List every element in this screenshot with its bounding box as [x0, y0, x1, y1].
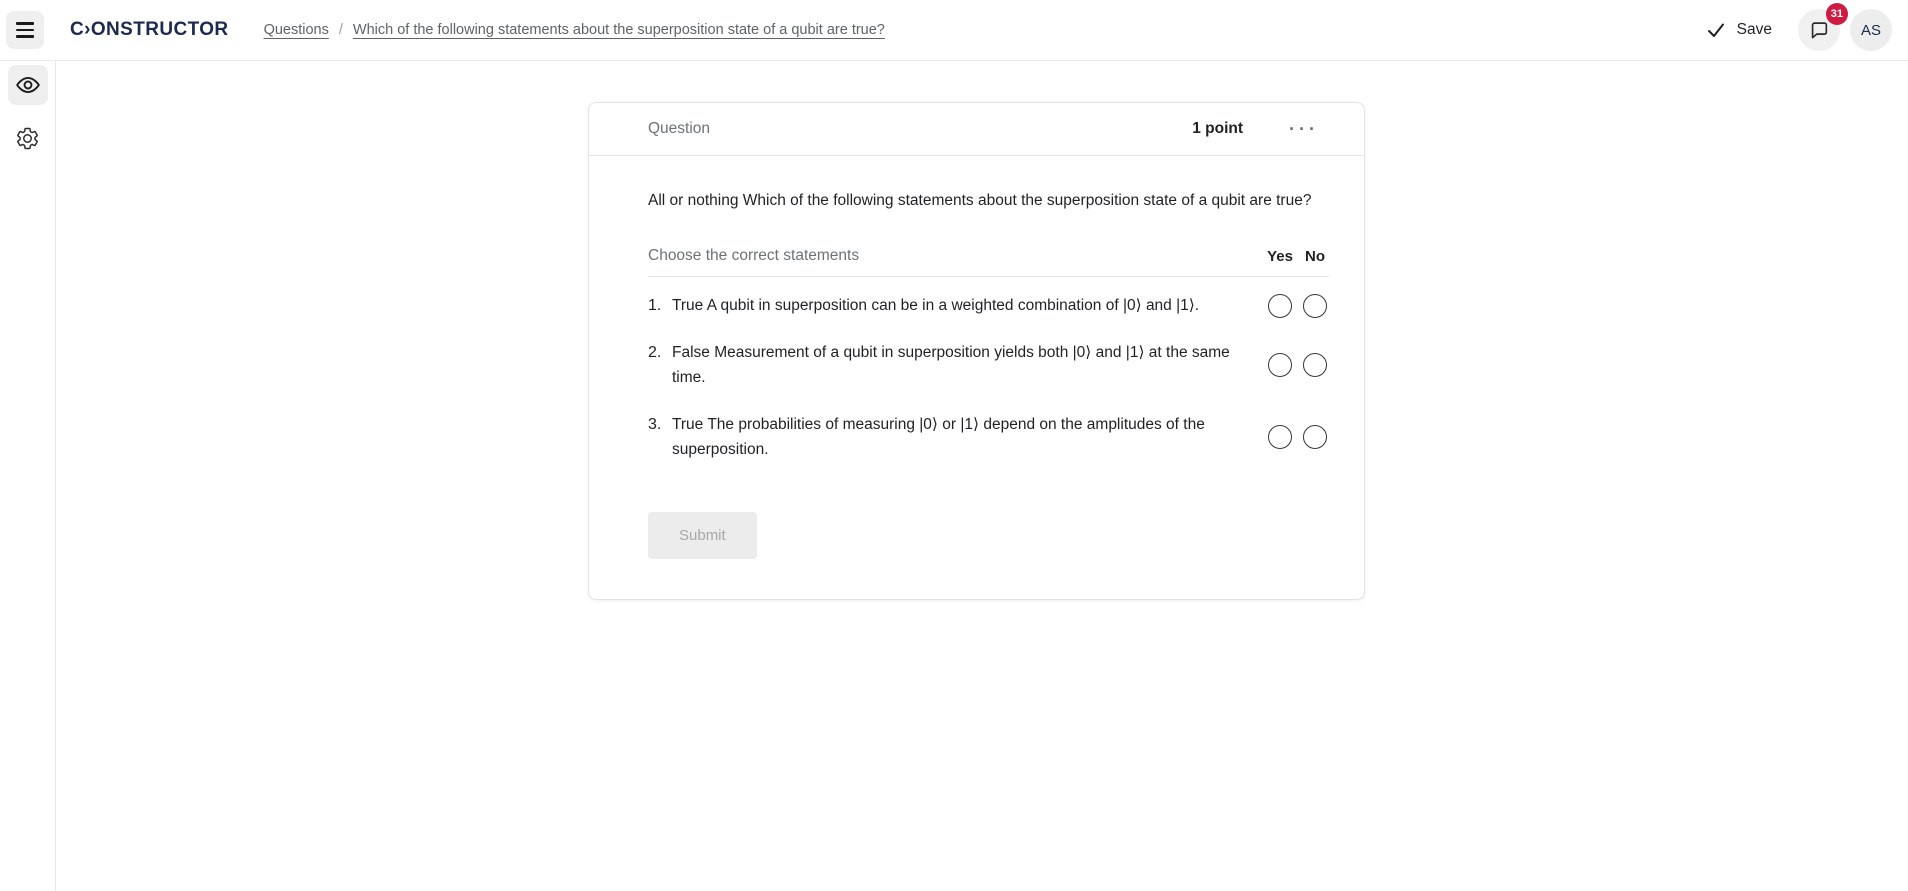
card-header: [589, 103, 1364, 156]
breadcrumb: [264, 22, 885, 38]
eye-icon: [15, 72, 41, 98]
yes-column-header: Yes: [1267, 247, 1293, 265]
card-title: Question: [648, 120, 711, 137]
question-text: All or nothing Which of the following statements about the superposition state of a qubit are true?: [648, 192, 1312, 209]
save-label: Save: [1736, 21, 1772, 38]
statement-row-3: [648, 412, 1329, 462]
preview-button[interactable]: [8, 65, 48, 105]
topbar: [0, 0, 1908, 61]
menu-button[interactable]: [6, 11, 44, 49]
choose-header-row: [648, 247, 1329, 277]
submit-button[interactable]: Submit: [648, 512, 757, 559]
statement-row-2: [648, 340, 1329, 390]
more-options-icon[interactable]: ···: [1289, 119, 1319, 139]
statement-1-no-radio[interactable]: [1303, 294, 1327, 318]
points-label: 1 point: [1192, 120, 1244, 137]
statement-1-yes-radio[interactable]: [1268, 294, 1292, 318]
breadcrumb-separator: /: [338, 22, 343, 38]
card-body: [589, 156, 1364, 599]
checkmark-icon: [1706, 20, 1726, 40]
statement-text: True The probabilities of measuring |0⟩ or |1⟩ depend on the amplitudes of the superposition.: [672, 416, 1205, 458]
chat-icon: [1808, 19, 1830, 41]
statement-number: 3.: [648, 416, 662, 433]
hamburger-icon: [16, 22, 34, 37]
question-card: [588, 102, 1365, 600]
statement-number: 1.: [648, 297, 662, 314]
settings-button[interactable]: [8, 118, 48, 158]
statement-3-no-radio[interactable]: [1303, 425, 1327, 449]
avatar[interactable]: AS: [1850, 9, 1892, 51]
statement-3-yes-radio[interactable]: [1268, 425, 1292, 449]
statement-text: True A qubit in superposition can be in a weighted combination of |0⟩ and |1⟩.: [672, 297, 1200, 314]
no-column-header: No: [1305, 247, 1325, 265]
notification-badge: 31: [1826, 3, 1848, 25]
breadcrumb-link-current[interactable]: Which of the following statements about the superposition state of a qubit are true?: [352, 22, 885, 38]
choose-label: Choose the correct statements: [648, 247, 860, 264]
statement-row-1: [648, 293, 1329, 318]
breadcrumb-link-questions[interactable]: Questions: [263, 22, 329, 38]
sidebar: [0, 61, 56, 891]
brand-logo[interactable]: C›ONSTRUCTOR: [70, 19, 229, 40]
statement-number: 2.: [648, 344, 662, 361]
statement-2-no-radio[interactable]: [1303, 353, 1327, 377]
gear-icon: [15, 126, 40, 151]
statement-text: False Measurement of a qubit in superposition yields both |0⟩ and |1⟩ at the same time.: [672, 344, 1230, 386]
statement-2-yes-radio[interactable]: [1268, 353, 1292, 377]
save-button[interactable]: [1706, 20, 1772, 40]
chat-button[interactable]: [1798, 8, 1843, 51]
